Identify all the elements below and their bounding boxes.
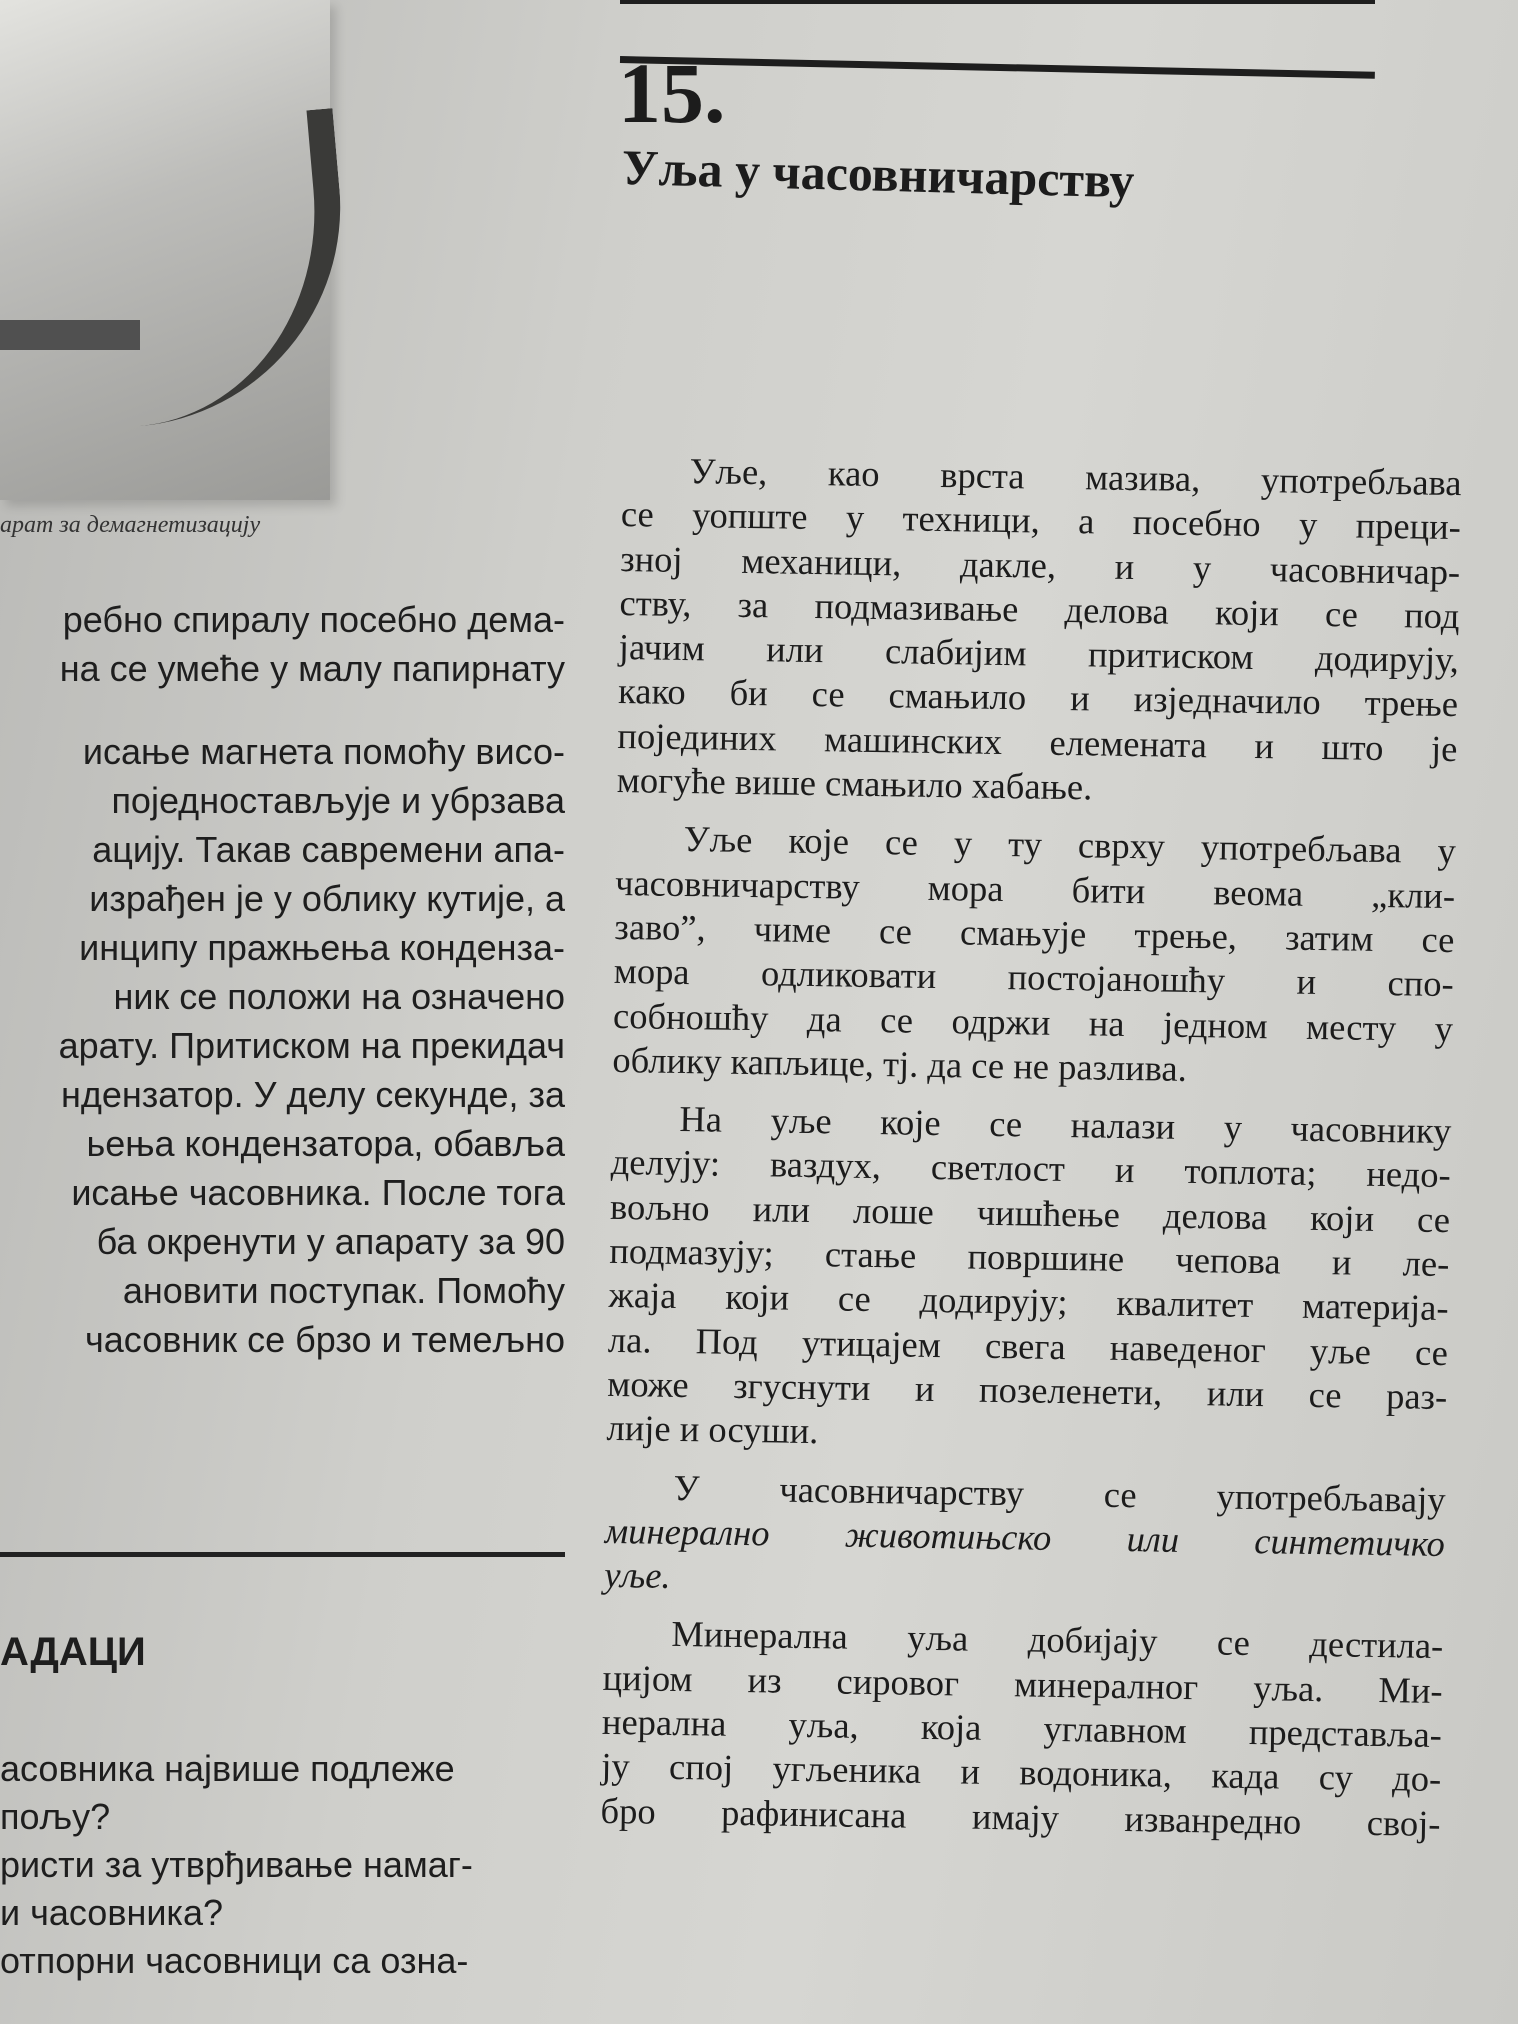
text-line: на се умеће у малу папирнату bbox=[59, 648, 565, 689]
text-line: зној механици, дакле, и у часовничар- bbox=[619, 537, 1461, 592]
text-line: како би се смањило и изједначило трење bbox=[617, 670, 1459, 725]
task-line: отпорни часовници са озна- bbox=[0, 1940, 469, 1981]
header-rule-thin bbox=[620, 0, 1375, 4]
text-line: ацију. Такав савремени апа- bbox=[92, 829, 565, 870]
text-line: ьења кондензатора, обавља bbox=[86, 1123, 565, 1164]
text-line: може згуснути и позеленети, или се раз- bbox=[606, 1362, 1448, 1418]
text-line: поједностављује и убрзава bbox=[111, 780, 565, 821]
text-line: Уље које се у ту сврху употребљава у bbox=[683, 818, 1457, 872]
text-line: израђен је у облику кутије, а bbox=[89, 878, 565, 919]
text-line: нерална уља, која углавном представља- bbox=[601, 1700, 1443, 1756]
text-line: подмазују; стање површине чепова и ле- bbox=[609, 1229, 1450, 1285]
text-line: Уље, као врста мазива, употребљава bbox=[689, 450, 1462, 504]
text-line: цијом из сировог минералног уља. Ми- bbox=[602, 1656, 1443, 1711]
text-line: ановити поступак. Помоћу bbox=[122, 1270, 565, 1311]
text-line: вољно или лоше чишћење делова који се bbox=[609, 1185, 1451, 1240]
body-paragraph bbox=[604, 1464, 1446, 1610]
text-line: могуће више смањило хабање. bbox=[616, 759, 1093, 808]
text-line: бро рафинисана имају изванредно свој- bbox=[600, 1789, 1441, 1844]
text-line: мора одликовати постојаношћу и спо- bbox=[613, 950, 1455, 1005]
text-line: ба окренути у апарату за 90 bbox=[96, 1221, 565, 1262]
text-line: исање магнета помоћу висо- bbox=[82, 731, 565, 772]
body-paragraph bbox=[612, 816, 1456, 1095]
body-paragraph bbox=[606, 1096, 1451, 1464]
task-line: и часовника? bbox=[0, 1892, 224, 1933]
text-line: делују: ваздух, светлост и топлота; недо- bbox=[610, 1141, 1452, 1196]
device-label-image bbox=[0, 320, 140, 350]
task-line: пољу? bbox=[0, 1796, 111, 1837]
text-line: ребно спиралу посебно дема- bbox=[62, 599, 565, 640]
text-line: Минерална уља добијају се дестила- bbox=[671, 1613, 1444, 1667]
text-line: ју спој угљеника и водоника, када су до- bbox=[600, 1745, 1442, 1800]
text-line: У часовничарству се употребљавају bbox=[673, 1466, 1446, 1520]
chapter-title: Уља у часовничарству bbox=[621, 139, 1136, 209]
left-column-text bbox=[0, 595, 572, 1382]
text-line: На уље које се налази у часовнику bbox=[679, 1098, 1452, 1152]
text-line: појединих машинских елемената и што је bbox=[617, 714, 1458, 769]
section-divider bbox=[0, 1552, 565, 1557]
task-line: асовника највише подлеже bbox=[0, 1748, 455, 1789]
body-paragraph bbox=[600, 1611, 1443, 1846]
tasks-heading: АДАЦИ bbox=[0, 1630, 146, 1674]
text-line: ла. Под утицајем свега наведеног уље се bbox=[607, 1318, 1449, 1373]
text-line: часовничарству мора бити веома „кли- bbox=[614, 861, 1456, 916]
demagnetizer-device-image bbox=[0, 0, 330, 500]
text-line: собношћу да се одржи на једном месту у bbox=[612, 994, 1454, 1049]
figure-caption: арат за демагнетизацију bbox=[0, 512, 261, 538]
text-line: ндензатор. У делу секунде, за bbox=[61, 1074, 565, 1115]
chapter-number: 15. bbox=[618, 45, 726, 141]
text-line: ник се положи на означено bbox=[113, 976, 565, 1017]
text-line: арату. Притиском на прекидач bbox=[58, 1025, 565, 1066]
text-line: се уопште у техници, а посебно у преци- bbox=[620, 493, 1462, 548]
text-line: облику капљице, тј. да се не разлива. bbox=[612, 1038, 1188, 1089]
body-paragraph bbox=[616, 448, 1461, 816]
left-paragraph bbox=[0, 595, 572, 693]
tasks-list bbox=[0, 1745, 570, 1985]
text-line: исање часовника. После тога bbox=[71, 1172, 565, 1213]
text-line: ству, за подмазивање делова који се под bbox=[619, 581, 1460, 637]
italic-text-line: минерално животињско или синтетичко bbox=[604, 1509, 1446, 1564]
task-line: ристи за утврђивање намаг- bbox=[0, 1844, 473, 1885]
text-line: јачим или слабијим притиском додирују, bbox=[618, 626, 1460, 681]
text-line: часовник се брзо и темељно bbox=[85, 1319, 565, 1360]
text-line: жаја који се додирују; квалитет материја- bbox=[608, 1274, 1449, 1329]
header-rule-thick bbox=[620, 56, 1375, 79]
italic-text-line: уље. bbox=[603, 1553, 671, 1597]
watch-strap-image bbox=[47, 108, 358, 432]
text-line: заво”, чиме се смањује трење, затим се bbox=[614, 905, 1455, 961]
right-column-text bbox=[600, 448, 1462, 1860]
text-line: лије и осуши. bbox=[606, 1407, 819, 1452]
left-paragraph bbox=[0, 727, 572, 1364]
text-line: инципу пражњења кондензa- bbox=[79, 927, 565, 968]
